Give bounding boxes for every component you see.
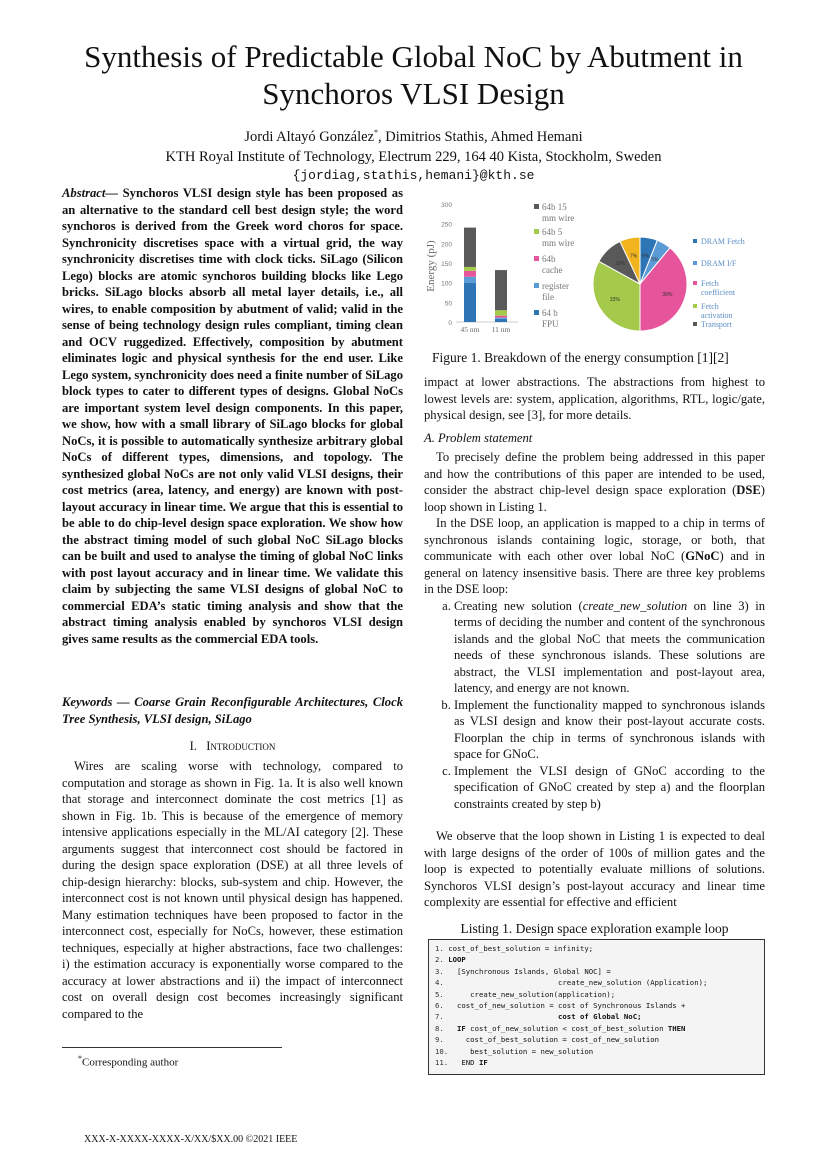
legend-label: 64b — [542, 254, 556, 264]
gnoc-term: GNoC — [685, 549, 720, 563]
line-number: 4. — [435, 978, 449, 988]
pie-slice-label: 5% — [651, 256, 659, 263]
line-number: 11. — [435, 1058, 453, 1067]
abstract-label: Abstract— — [62, 186, 118, 200]
legend-swatch — [534, 310, 539, 315]
code-text: create_new_solution (Application); — [448, 978, 708, 988]
energy-charts — [422, 196, 788, 346]
legend-swatch — [693, 261, 697, 265]
line-number: 8. — [435, 1023, 449, 1033]
right-column-body — [424, 374, 765, 911]
legend-swatch — [693, 322, 697, 326]
figure-caption: Figure 1. Breakdown of the energy consumption [1][2] — [432, 350, 729, 365]
code-line — [435, 1035, 659, 1045]
text-run: To precisely define the problem being addressed in this paper and how the contributions of this paper are intended to be used, consider the abstract chip-level design space exploration ( — [424, 450, 765, 497]
listing-caption: Listing 1. Design space exploration example loop — [460, 921, 729, 936]
legend-label: Fetch — [701, 279, 719, 288]
list-item — [454, 763, 765, 813]
list-item — [454, 598, 765, 697]
code-text: cost_of_best_solution = cost_of_new_solution — [448, 1035, 660, 1045]
text-run: Creating new solution ( — [454, 598, 583, 613]
code-line — [435, 1024, 685, 1034]
footnote-mark: * — [78, 1054, 82, 1063]
line-number: 7. — [435, 1012, 449, 1022]
legend-label: register — [542, 281, 569, 291]
legend-label: mm wire — [542, 213, 575, 223]
text-run: Implement the VLSI design of GNoC according to the specification of GNoC created by step a) and the floorplan constraints created by step b) — [454, 763, 765, 811]
intro-paragraph: Wires are scaling worse with technology, compared to computation and storage as shown in Fig. 1a. It is also well known that storage and interconnect dominate the cost metrics [1] as shown in Fig. 1b. This is because of the emergence of memory intensive applications especially in the ML/AI category [2]. These arguments suggest that interconnect cost should be factored in during the design space exploration (DSE) at all three levels of chip-design hierarchy: blocks, sub-system and chip. However, the interconnect cost is not known until physical design has happened. Many estimation techniques have been proposed to factor in the interconnect cost, especially for NoCs, however, these estimation techniques, especially at higher abstractions, face two challenges: i) the estimation accuracy is exponentially worse compared to the accuracy at lower abstractions and ii) the impact of interconnect cost on overall design cost becomes increasingly significant compared to the — [62, 759, 403, 1021]
bar-segment — [464, 228, 476, 267]
bar-segment — [495, 319, 507, 322]
legend-label: mm wire — [542, 238, 575, 248]
line-number: 2. — [435, 955, 449, 965]
code-text: cost_of_new_solution = cost of Synchronous Islands + — [448, 1001, 686, 1010]
section-heading-introduction — [62, 738, 403, 755]
text-run: ) and in general on latency insensitive basis. There are three key problems in the DSE loop: — [424, 549, 765, 596]
code-line — [435, 990, 615, 1000]
abstract — [62, 185, 403, 647]
code-text: IF cost_of_new_solution < cost_of_best_solution THEN — [456, 1023, 686, 1033]
paragraph-observation: We observe that the loop shown in Listing 1 is expected to deal with large designs of the order of 100s of million gates and the loop is expected to potentially evaluate millions of solutions. Synchoros VLSI design’s post-layout accuracy and linear time complexity are essential for effective and efficient — [424, 829, 765, 909]
bar-segment — [464, 267, 476, 271]
bar-segment — [464, 283, 476, 322]
y-tick-label: 0 — [448, 320, 452, 327]
legend-label: Fetch — [701, 302, 719, 311]
code-line — [435, 955, 466, 965]
y-tick-label: 250 — [441, 221, 452, 229]
text-run: Implement the functionality mapped to synchronous islands as VLSI design and know their post-layout accurate costs. Floorplan the chip in terms of synchronous islands with space for GNoC. — [454, 697, 765, 761]
x-tick-label: 11 nm — [491, 325, 511, 334]
legend-swatch — [693, 281, 697, 285]
bar-segment — [495, 310, 507, 316]
subsection-heading: A. Problem statement — [424, 430, 533, 445]
line-number: 10. — [435, 1046, 453, 1056]
y-tick-label: 200 — [441, 241, 452, 249]
legend-swatch — [534, 229, 539, 234]
legend-label: Transport — [701, 320, 732, 329]
corresponding-mark: * — [374, 128, 379, 137]
pie-slice-label: 10% — [615, 260, 626, 267]
code-text: LOOP — [448, 955, 466, 965]
y-axis-label: Energy (pJ) — [425, 240, 437, 292]
legend-label: DRAM Fetch — [701, 237, 745, 246]
legend-swatch — [693, 239, 697, 243]
code-text: create_new_solution(application); — [448, 989, 616, 999]
code-line — [435, 1047, 593, 1057]
function-name: create_new_solution — [582, 598, 688, 613]
line-number: 6. — [435, 1001, 449, 1010]
code-listing — [428, 939, 765, 1075]
bar-segment — [464, 277, 476, 283]
code-line — [435, 1001, 685, 1011]
code-line — [435, 1012, 642, 1022]
bar-segment — [495, 318, 507, 319]
paragraph-dse-loop — [424, 515, 765, 598]
code-text: END IF — [452, 1058, 488, 1067]
author-list — [60, 128, 767, 146]
bar-segment — [495, 316, 507, 318]
bar-segment — [464, 271, 476, 277]
bar-segment — [495, 270, 507, 310]
section-number: I. — [189, 739, 197, 753]
legend-label: file — [542, 292, 554, 302]
code-text: cost of Global NoC; — [558, 1012, 642, 1022]
text-run: ) loop shown in Listing 1. — [424, 483, 765, 514]
legend-label: 64 b — [542, 308, 558, 318]
line-number: 3. — [435, 966, 449, 976]
footnote-text: Corresponding author — [82, 1056, 179, 1069]
legend-label: 64b 5 — [542, 227, 563, 237]
section-title: Introduction — [206, 739, 276, 753]
copyright-line: XXX-X-XXXX-XXXX-X/XX/$XX.00 ©2021 IEEE — [84, 1134, 298, 1145]
legend-label: cache — [542, 265, 563, 275]
code-line — [435, 1058, 488, 1068]
figure-1 — [422, 196, 788, 346]
dse-term: DSE — [736, 483, 761, 497]
footnote-rule — [62, 1047, 282, 1048]
other-authors: , Dimitrios Stathis, Ahmed Hemani — [378, 128, 583, 145]
line-number: 5. — [435, 989, 449, 999]
code-line — [435, 944, 593, 954]
legend-swatch — [534, 204, 539, 209]
line-number: 9. — [435, 1035, 449, 1045]
y-tick-label: 100 — [441, 280, 452, 288]
legend-label: DRAM I/F — [701, 259, 737, 268]
first-author: Jordi Altayó González — [244, 128, 375, 145]
legend-swatch — [534, 256, 539, 261]
pie-slice-label: 33% — [609, 296, 620, 303]
code-text: cost_of_best_solution = infinity; — [448, 944, 594, 953]
paragraph-continuation: impact at lower abstractions. The abstractions from highest to lowest levels are: system, application, algorithms, RTL, logic/gate, physical design, see [3], for more details. — [424, 375, 765, 422]
text-run: on line 3) in terms of deciding the number and content of the synchronous islands and the global NoC that meets the communication needs of these synchronous islands. These solutions are abstract, the VLSI implementation and post-layout area, latency, and energy are not known. — [454, 598, 765, 695]
text-run: In the DSE loop, an application is mapped to a chip in terms of synchronous islands containing logic, storage, or both, that communicate with each other over lobal NoC ( — [424, 516, 765, 563]
keywords: Keywords — Coarse Grain Reconfigurable Architectures, Clock Tree Synthesis, VLSI design, SiLago — [62, 695, 403, 726]
paper-title: Synthesis of Predictable Global NoC by Abutment in Synchoros VLSI Design — [84, 39, 743, 111]
code-line — [435, 978, 707, 988]
legend-label: activation — [701, 311, 733, 320]
legend-label: coefficient — [701, 288, 736, 297]
paragraph-problem-def — [424, 449, 765, 515]
code-line — [435, 967, 611, 977]
code-text: best_solution = new_solution — [452, 1046, 594, 1056]
introduction-body — [62, 758, 403, 1022]
legend-label: 64b 15 — [542, 202, 567, 212]
legend-swatch — [693, 304, 697, 308]
abstract-text: Synchoros VLSI design style has been proposed as an alternative to the standard cell best design style; the word synchoros is derived from the Greek word choros for space. Synchronicity discretises space with a virtual grid, the way synchronicity discretises time with clock ticks. SiLago (Silicon Lego) blocks are atomic synchoros building blocks like Lego bricks. SiLago blocks absorb all metal layer details, i.e., all wires, to enable composition by abutment of valid; valid in the sense of being technology design rules compliant, timing clean and OCV ruggedized. Effectively, composition by abutment eliminates logic and physical synthesis for the end user. Like Lego system, synchronicity does need a finite number of SiLago block types to cater to different types of designs. Global NoCs are important system level design components. In this paper, we show, how with a small library of SiLago blocks for global NoCs, it is possible to automatically synthesize arbitrary global NoCs of different types, dimensions, and topology. The synthesized global NoCs are not only valid VLSI designs, their cost metrics (area, latency, and energy) are known with post-layout accuracy in linear time. We argue that this is essential to be able to do chip-level design space exploration. We show how the abstract timing model of such global NoC SiLago blocks can be built and used to analyse the timing of global NoC links with post layout accuracy and in linear time. We validate this claim by subjecting the same VLSI designs of global NoC to commercial EDA’s static timing analysis and show that the abstract timing analysis enabled by synchoros VLSI design gives same results as the commercial EDA tools. — [62, 186, 403, 646]
footnote — [78, 1054, 178, 1069]
line-number: 1. — [435, 944, 449, 953]
affiliation: KTH Royal Institute of Technology, Electrum 229, 164 40 Kista, Stockholm, Sweden — [165, 149, 662, 165]
y-tick-label: 300 — [441, 202, 452, 209]
x-tick-label: 45 nm — [460, 325, 480, 334]
pie-slice-label: 7% — [630, 253, 638, 260]
code-text: [Synchronous Islands, Global NOC] = — [448, 966, 611, 976]
legend-swatch — [534, 283, 539, 288]
y-tick-label: 150 — [441, 261, 452, 268]
author-emails: {jordiag,stathis,hemani}@kth.se — [292, 168, 535, 183]
list-item — [454, 697, 765, 763]
y-tick-label: 50 — [444, 300, 452, 308]
legend-label: FPU — [542, 319, 559, 329]
pie-slice-label: 6% — [641, 253, 650, 260]
pie-slice-label: 39% — [662, 291, 673, 298]
problem-list — [424, 598, 765, 813]
